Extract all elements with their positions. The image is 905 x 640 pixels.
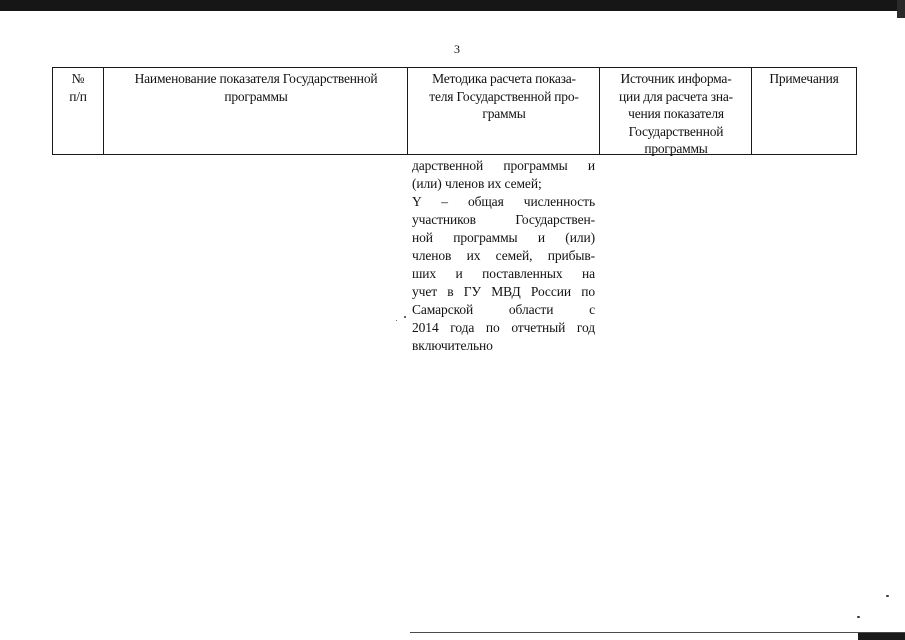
header-information-source: Источник информа- ции для расчета зна- чения показателя Государственной программы (619, 71, 733, 156)
text-line: учет в ГУ МВД России по (412, 284, 595, 299)
page-number: 3 (454, 42, 460, 56)
text-line: Y – общая численность (412, 194, 595, 209)
text-line: (или) членов их семей; (412, 176, 542, 191)
column-divider (751, 68, 752, 154)
scan-speck (396, 320, 397, 321)
text-line: включительно (412, 338, 493, 353)
text-line: членов их семей, прибыв- (412, 248, 595, 263)
table-header (52, 67, 857, 155)
scan-speck (886, 595, 889, 597)
scan-border-right (897, 0, 905, 18)
text-line: ной программы и (или) (412, 230, 595, 245)
header-methodology: Методика расчета показа- теля Государственной про- граммы (429, 71, 579, 121)
scan-corner-bottom-right (858, 633, 905, 640)
scan-border-top (0, 0, 905, 11)
header-notes: Примечания (769, 71, 839, 86)
text-line: Самарской области с (412, 302, 595, 317)
header-indicator-name: Наименование показателя Государственной программы (134, 71, 378, 104)
header-number: № п/п (69, 71, 87, 104)
text-line: участников Государствен- (412, 212, 595, 227)
text-line: 2014 года по отчетный год (412, 320, 595, 335)
column-divider (599, 68, 600, 154)
scan-speck (404, 316, 406, 318)
text-line: дарственной программы и (412, 158, 595, 173)
column-divider (103, 68, 104, 154)
methodology-continuation-text (412, 157, 595, 355)
scan-speck (857, 616, 860, 618)
text-line: ших и поставленных на (412, 266, 595, 281)
column-divider (407, 68, 408, 154)
scan-border-bottom (410, 632, 905, 633)
